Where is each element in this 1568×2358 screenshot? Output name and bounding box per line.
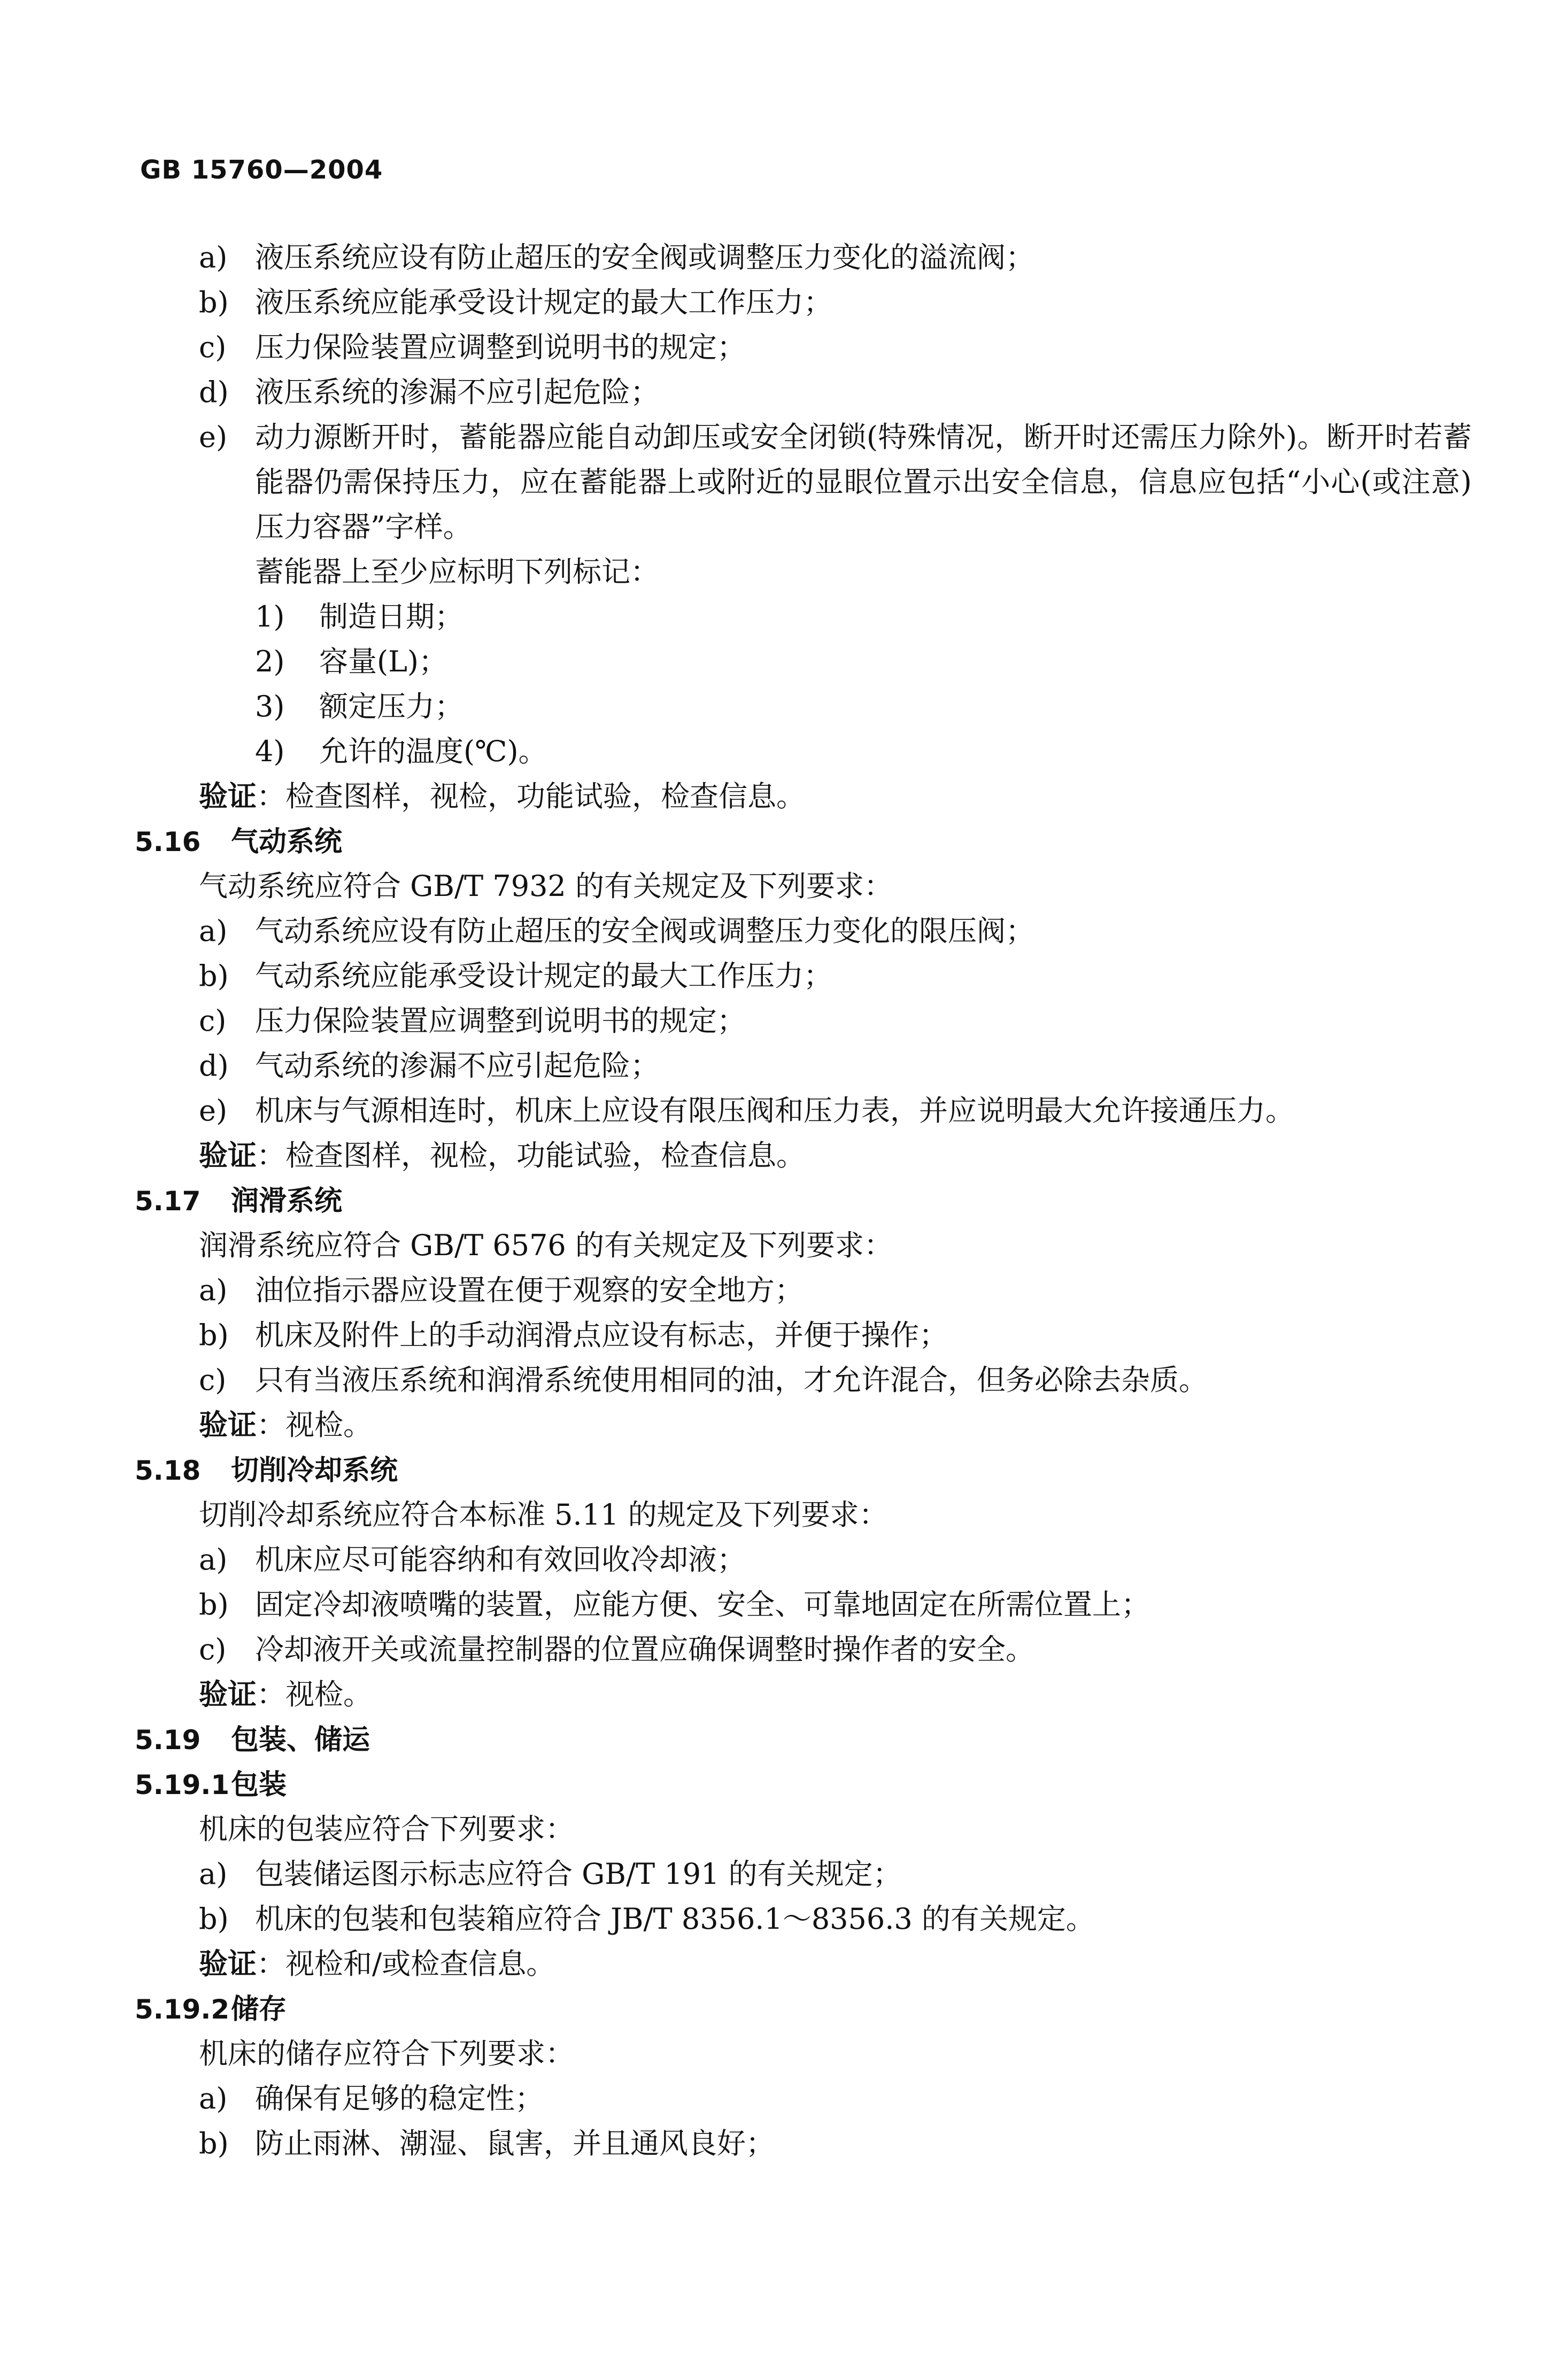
verification-label: 验证 (199, 1677, 257, 1711)
list-item (0, 1358, 1568, 1403)
list-item-text: 允许的温度(℃)。 (319, 735, 547, 768)
section-heading (0, 819, 1568, 864)
paragraph-text: 机床的包装应符合下列要求： (199, 1812, 574, 1846)
list-marker: a) (199, 914, 228, 948)
paragraph (0, 550, 1568, 594)
verification-line (0, 1942, 1568, 1986)
list-marker: a) (199, 1857, 228, 1891)
section-number: 5.18 (135, 1455, 201, 1486)
section-heading (0, 1762, 1568, 1807)
list-item (0, 1043, 1568, 1088)
list-item (0, 1268, 1568, 1313)
list-item (0, 1088, 1568, 1133)
section-heading (0, 1448, 1568, 1493)
verification-text: ：检查图样，视检，功能试验，检查信息。 (257, 1139, 805, 1172)
list-item-text: 机床与气源相连时，机床上应设有限压阀和压力表，并应说明最大允许接通压力。 (255, 1094, 1294, 1127)
list-marker: 2) (255, 645, 285, 678)
section-heading (0, 1986, 1568, 2031)
list-item-text: 液压系统应设有防止超压的安全阀或调整压力变化的溢流阀； (255, 241, 1034, 274)
list-marker: d) (199, 1049, 229, 1083)
paragraph-text: 润滑系统应符合 GB/T 6576 的有关规定及下列要求： (199, 1228, 893, 1262)
list-item (0, 1627, 1568, 1672)
list-item-text: 制造日期； (319, 600, 464, 633)
verification-line (0, 1672, 1568, 1717)
list-item (0, 1537, 1568, 1582)
list-marker: a) (199, 241, 228, 274)
list-marker: b) (199, 1588, 229, 1621)
list-marker: e) (199, 420, 228, 454)
list-item (0, 999, 1568, 1043)
list-marker: 1) (255, 600, 285, 633)
standard-number-header: GB 15760—2004 (140, 155, 383, 185)
list-marker: e) (199, 1094, 228, 1127)
list-item-text: 气动系统应设有防止超压的安全阀或调整压力变化的限压阀； (255, 914, 1034, 948)
list-item (0, 2076, 1568, 2121)
list-item (0, 909, 1568, 954)
verification-label: 验证 (199, 1947, 257, 1981)
section-number: 5.19.1 (135, 1769, 230, 1800)
list-item-text: 额定压力； (319, 690, 464, 723)
list-marker: a) (199, 1273, 228, 1307)
paragraph-text: 蓄能器上至少应标明下列标记： (255, 555, 659, 589)
list-marker: b) (199, 2127, 229, 2160)
list-item-text: 压力保险装置应调整到说明书的规定； (255, 1004, 746, 1038)
verification-line (0, 1403, 1568, 1448)
list-marker: d) (199, 375, 229, 409)
list-item-text: 动力源断开时，蓄能器应能自动卸压或安全闭锁(特殊情况，断开时还需压力除外)。断开时若蓄能器仍需保持压力，应在蓄能器上或附近的显眼位置示出安全信息，信息应包括“小心(或注意)压力容器”字样。 (255, 420, 1472, 544)
list-item-text: 压力保险装置应调整到说明书的规定； (255, 330, 746, 364)
paragraph-text: 切削冷却系统应符合本标准 5.11 的规定及下列要求： (199, 1498, 888, 1532)
list-item (0, 1852, 1568, 1897)
list-marker: c) (199, 1004, 227, 1038)
list-item-text: 机床的包装和包装箱应符合 JB/T 8356.1～8356.3 的有关规定。 (255, 1902, 1095, 1936)
list-item (0, 415, 1568, 550)
list-item-text: 液压系统的渗漏不应引起危险； (255, 375, 659, 409)
list-item (0, 235, 1568, 280)
list-item (0, 2121, 1568, 2166)
verification-line (0, 1133, 1568, 1178)
list-item (0, 370, 1568, 415)
list-item-text: 只有当液压系统和润滑系统使用相同的油，才允许混合，但务必除去杂质。 (255, 1363, 1208, 1397)
paragraph-text: 气动系统应符合 GB/T 7932 的有关规定及下列要求： (199, 869, 893, 903)
list-item (0, 325, 1568, 370)
verification-text: ：视检。 (257, 1677, 372, 1711)
list-marker: b) (199, 285, 229, 319)
list-item-text: 机床及附件上的手动润滑点应设有标志，并便于操作； (255, 1318, 948, 1352)
list-item (0, 1313, 1568, 1358)
section-title: 润滑系统 (231, 1185, 343, 1217)
section-number: 5.19.2 (135, 1994, 230, 2025)
section-heading (0, 1717, 1568, 1762)
section-number: 5.19 (135, 1725, 201, 1756)
list-marker: b) (199, 1318, 229, 1352)
list-item-text: 固定冷却液喷嘴的装置，应能方便、安全、可靠地固定在所需位置上； (255, 1588, 1150, 1621)
verification-label: 验证 (199, 779, 257, 813)
section-title: 包装 (231, 1769, 287, 1801)
verification-text: ：视检。 (257, 1408, 372, 1442)
verification-label: 验证 (199, 1408, 257, 1442)
document-body (0, 235, 1568, 2166)
paragraph (0, 2031, 1568, 2076)
list-marker: a) (199, 2082, 228, 2115)
section-title: 包装、储运 (231, 1724, 370, 1756)
verification-text: ：视检和/或检查信息。 (257, 1947, 555, 1981)
list-marker: c) (199, 330, 227, 364)
list-item-text: 油位指示器应设置在便于观察的安全地方； (255, 1273, 804, 1307)
list-item-text: 容量(L)； (319, 645, 447, 678)
list-marker: b) (199, 959, 229, 993)
verification-line (0, 774, 1568, 819)
list-item-text: 冷却液开关或流量控制器的位置应确保调整时操作者的安全。 (255, 1633, 1034, 1666)
list-item (0, 280, 1568, 325)
section-title: 储存 (231, 1993, 287, 2025)
list-marker: c) (199, 1363, 227, 1397)
paragraph (0, 864, 1568, 909)
list-marker: a) (199, 1543, 228, 1576)
paragraph-text: 机床的储存应符合下列要求： (199, 2037, 574, 2070)
list-marker: b) (199, 1902, 229, 1936)
sub-list-item (0, 729, 1568, 774)
section-number: 5.17 (135, 1186, 201, 1217)
section-number: 5.16 (135, 826, 201, 857)
list-item (0, 954, 1568, 999)
list-item (0, 1897, 1568, 1942)
section-heading (0, 1178, 1568, 1223)
sub-list-item (0, 639, 1568, 684)
section-title: 气动系统 (231, 826, 343, 858)
list-item-text: 机床应尽可能容纳和有效回收冷却液； (255, 1543, 746, 1576)
verification-text: ：检查图样，视检，功能试验，检查信息。 (257, 779, 805, 813)
list-item-text: 防止雨淋、潮湿、鼠害，并且通风良好； (255, 2127, 775, 2160)
list-marker: 4) (255, 735, 285, 768)
list-item-text: 确保有足够的稳定性； (255, 2082, 544, 2115)
list-item (0, 1582, 1568, 1627)
list-item-text: 气动系统应能承受设计规定的最大工作压力； (255, 959, 832, 993)
section-title: 切削冷却系统 (231, 1455, 398, 1487)
paragraph (0, 1807, 1568, 1852)
verification-label: 验证 (199, 1139, 257, 1172)
paragraph (0, 1493, 1568, 1537)
sub-list-item (0, 594, 1568, 639)
list-item-text: 包装储运图示标志应符合 GB/T 191 的有关规定； (255, 1857, 902, 1891)
list-item-text: 液压系统应能承受设计规定的最大工作压力； (255, 285, 832, 319)
sub-list-item (0, 684, 1568, 729)
list-marker: c) (199, 1633, 227, 1666)
list-item-text: 气动系统的渗漏不应引起危险； (255, 1049, 659, 1083)
list-marker: 3) (255, 690, 285, 723)
paragraph (0, 1223, 1568, 1268)
